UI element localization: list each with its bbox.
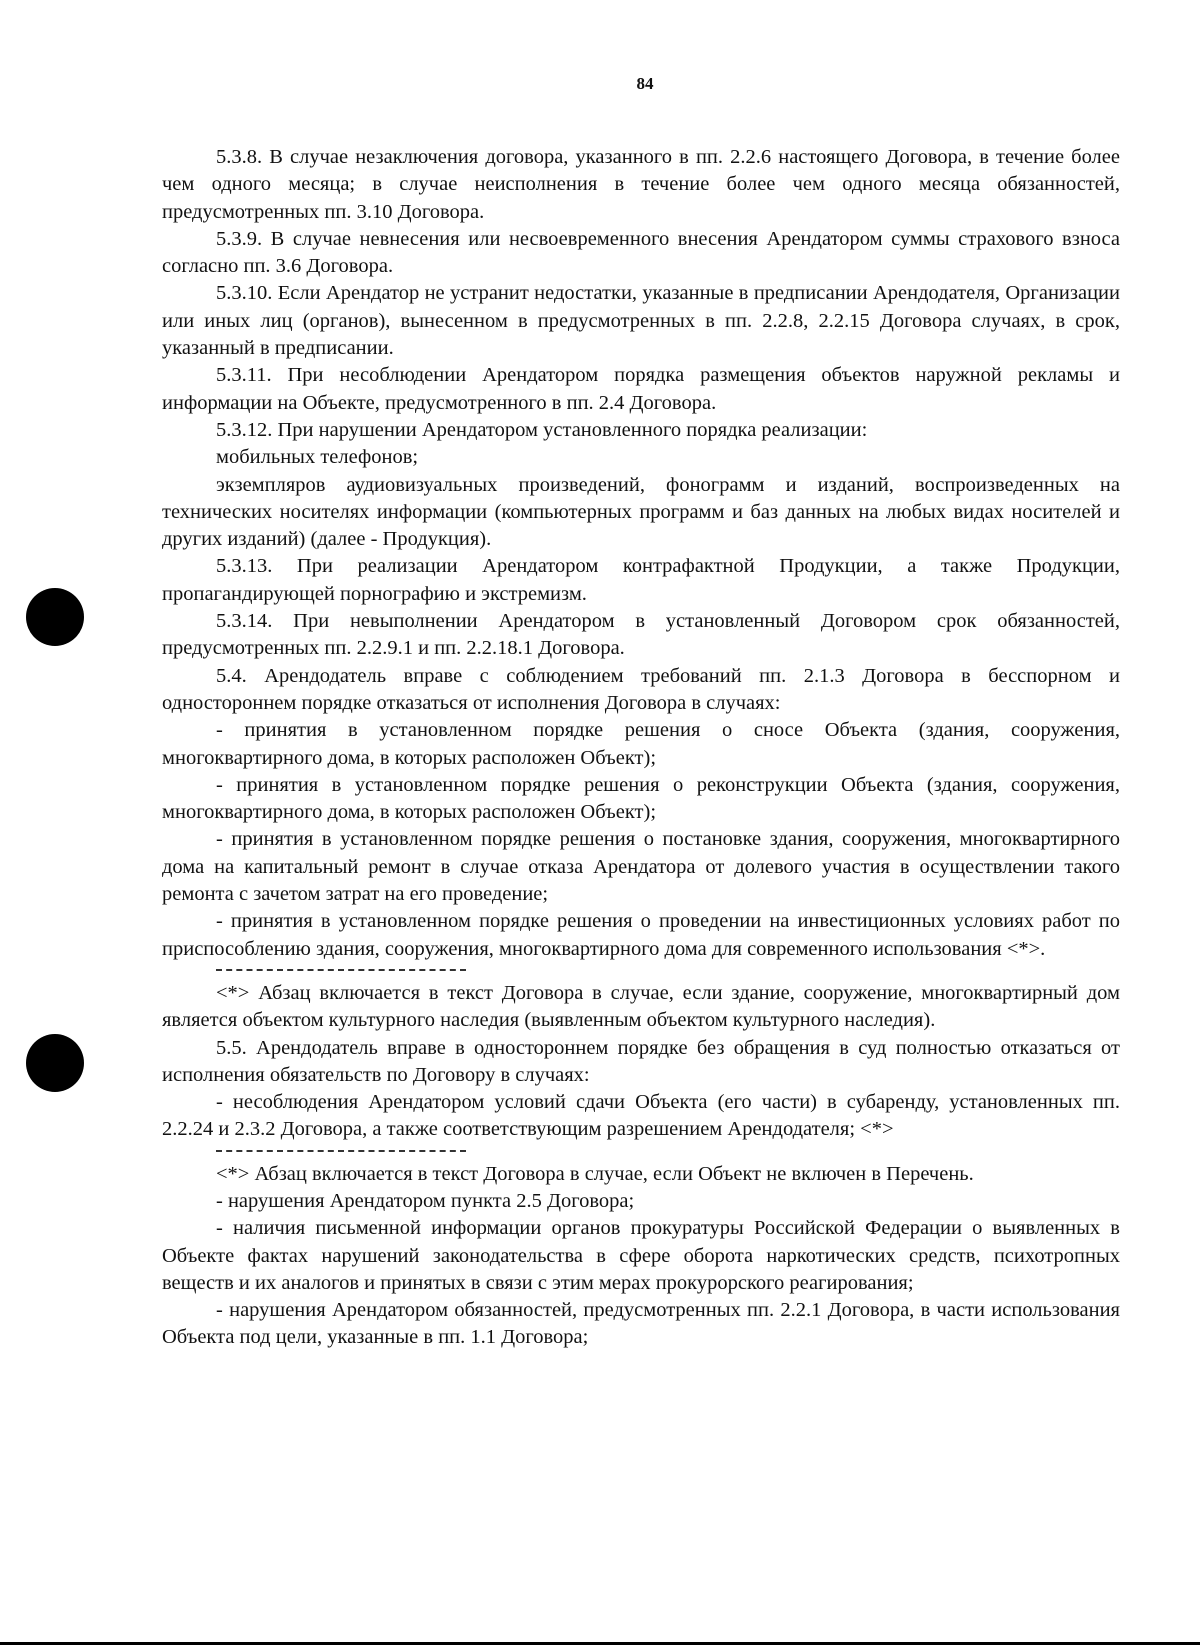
footnote-separator <box>216 1150 466 1152</box>
footnote-cultural-heritage: <*> Абзац включается в текст Договора в случае, если здание, сооружение, многоквартирный дом является объектом культурного наследия (выявленным объектом культурного наследия). <box>162 981 1120 1032</box>
clause-5-3-14: 5.3.14. При невыполнении Арендатором в установленный Договором срок обязанностей, предусмотренных пп. 2.2.9.1 и пп. 2.2.18.1 Договора. <box>162 610 1120 660</box>
clause-5-3-10: 5.3.10. Если Арендатор не устранит недостатки, указанные в предписании Арендодателя, Организации или иных лиц (органов), вынесенном в предусмотренных в пп. 2.2.8, 2.2.15 Договора случаях, в срок, указанный в предписании. <box>162 282 1120 360</box>
punch-hole-lower <box>26 1034 84 1092</box>
clause-5-5-item-purpose-violation: - нарушения Арендатором обязанностей, предусмотренных пп. 2.2.1 Договора, в части использования Объекта под цели, указанные в пп. 1.1 Договора; <box>162 1299 1120 1349</box>
clause-5-3-8: 5.3.8. В случае незаключения договора, указанного в пп. 2.2.6 настоящего Договора, в течение более чем одного месяца; в случае неисполнения в течение более чем одного месяца обязанностей, предусмотренных пп. 3.10 Договора. <box>162 146 1120 223</box>
footnote-separator <box>216 969 466 971</box>
clause-5-3-11: 5.3.11. При несоблюдении Арендатором порядка размещения объектов наружной рекламы и информации на Объекте, предусмотренного в пп. 2.4 Договора. <box>162 364 1120 414</box>
clause-5-4-item-capital-repair: - принятия в установленном порядке решения о постановке здания, сооружения, многоквартирного дома на капитальный ремонт в случае отказа Арендатора от долевого участия в осуществлении такого ремонта с зачетом затрат на его проведение; <box>162 828 1120 906</box>
footnote-perechen: <*> Абзац включается в текст Договора в случае, если Объект не включен в Перечень. <box>216 1162 974 1185</box>
clause-5-4-item-reconstruction: - принятия в установленном порядке решения о реконструкции Объекта (здания, сооружения, многоквартирного дома, в которых расположен Объект); <box>162 773 1120 824</box>
clause-5-3-12: 5.3.12. При нарушении Арендатором установленного порядка реализации: <box>216 418 868 441</box>
clause-5-5-item-point-2-5: - нарушения Арендатором пункта 2.5 Договора; <box>216 1189 635 1212</box>
document-body <box>162 144 1120 1352</box>
clause-5-5-item-prosecutor-info: - наличия письменной информации органов прокуратуры Российской Федерации о выявленных в Объекте фактах нарушений законодательства в сфере оборота наркотических средств, психотропных веществ и их аналогов и принятых в связи с этим мерах прокурорского реагирования; <box>162 1217 1120 1294</box>
punch-hole-upper <box>26 588 84 646</box>
clause-5-3-9: 5.3.9. В случае невнесения или несвоевременного внесения Арендатором суммы страхового взноса согласно пп. 3.6 Договора. <box>162 227 1120 278</box>
clause-5-4: 5.4. Арендодатель вправе с соблюдением требований пп. 2.1.3 Договора в бесспорном и одностороннем порядке отказаться от исполнения Договора в случаях: <box>162 664 1120 714</box>
clause-5-4-item-demolition: - принятия в установленном порядке решения о сносе Объекта (здания, сооружения, многоквартирного дома, в которых расположен Объект); <box>162 719 1120 769</box>
clause-5-3-12-item-phones: мобильных телефонов; <box>216 446 419 469</box>
clause-5-5: 5.5. Арендодатель вправе в одностороннем порядке без обращения в суд полностью отказаться от исполнения обязательств по Договору в случаях: <box>162 1036 1120 1086</box>
clause-5-5-item-sublease: - несоблюдения Арендатором условий сдачи Объекта (его части) в субаренду, установленных пп. 2.2.24 и 2.3.2 Договора, а также соответствующим разрешением Арендодателя; <*> <box>162 1091 1120 1141</box>
clause-5-3-13: 5.3.13. При реализации Арендатором контрафактной Продукции, а также Продукции, пропагандирующей порнографию и экстремизм. <box>162 555 1120 605</box>
clause-5-3-12-item-copies: экземпляров аудиовизуальных произведений, фонограмм и изданий, воспроизведенных на технических носителях информации (компьютерных программ и баз данных на любых видах носителей и других изданий) (далее - Продукция). <box>162 473 1120 551</box>
page-number: 84 <box>636 74 654 93</box>
clause-5-4-item-investment: - принятия в установленном порядке решения о проведении на инвестиционных условиях работ по приспособлению здания, сооружения, многоквартирного дома для современного использования <*>. <box>162 910 1120 960</box>
